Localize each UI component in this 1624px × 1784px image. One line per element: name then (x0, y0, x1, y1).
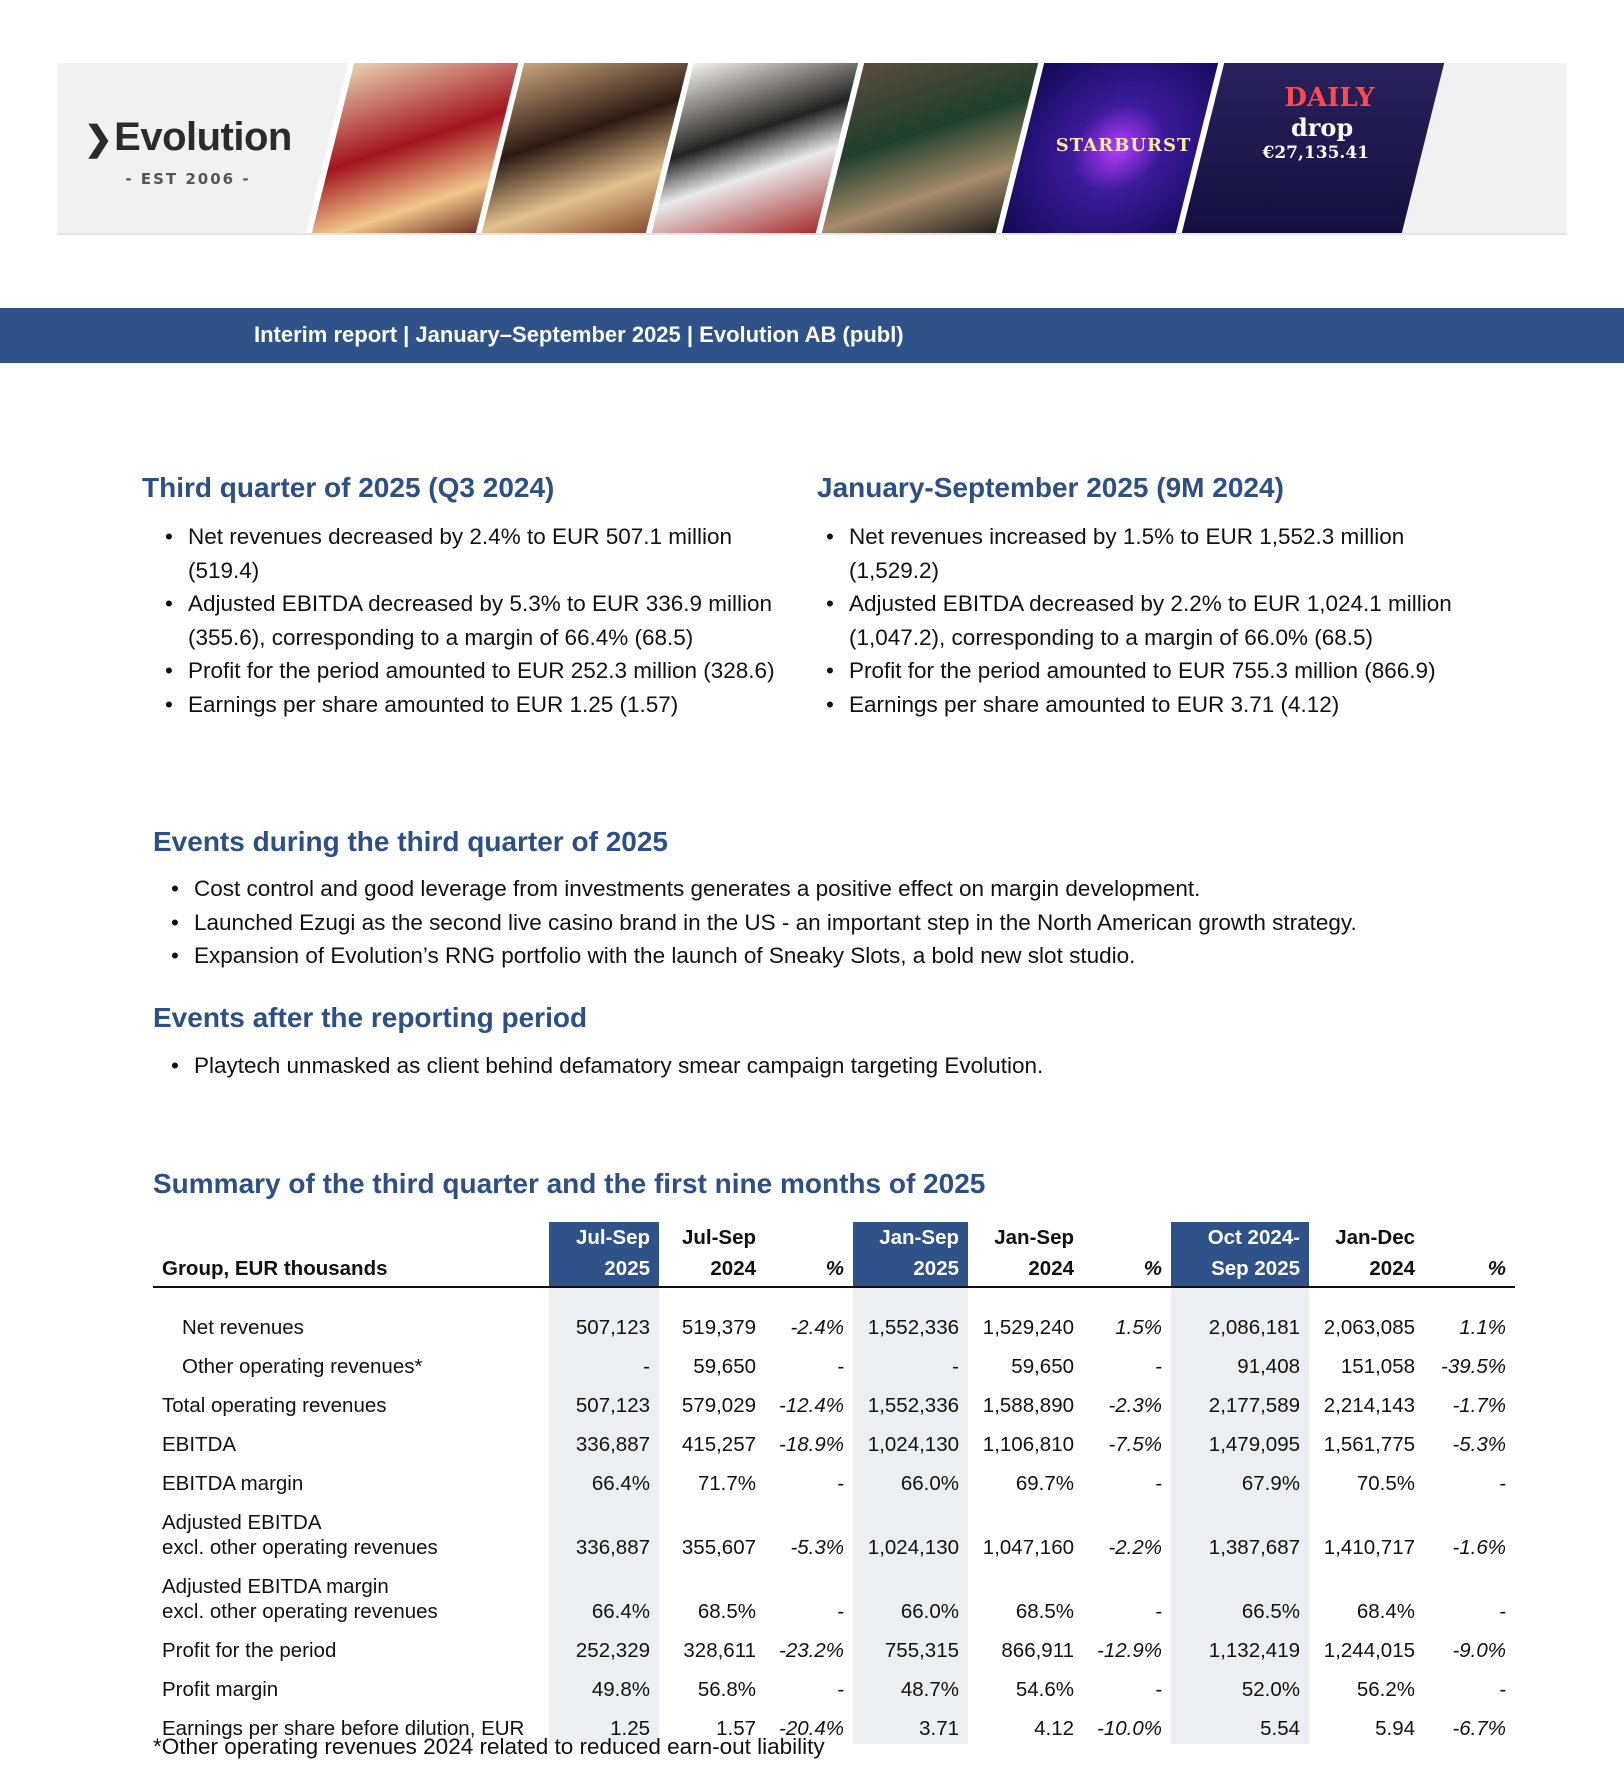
column-header: % (1424, 1253, 1515, 1287)
table-cell: - (1499, 1678, 1506, 1701)
column-header (1083, 1222, 1171, 1253)
report-title-bar (0, 308, 1624, 363)
game-collage (307, 63, 1567, 233)
table-cell: 66.0% (853, 1563, 968, 1627)
events-q3-bullets (171, 872, 1551, 973)
table-cell: -20.4% (779, 1717, 844, 1740)
table-cell: 2,086,181 (1171, 1287, 1309, 1343)
table-row (153, 1343, 1515, 1382)
column-header: Sep 2025 (1171, 1253, 1309, 1287)
daily-drop-amount: €27,135.41 (1262, 143, 1369, 163)
table-cell: 1,479,095 (1171, 1421, 1309, 1460)
table-cell: -39.5% (1441, 1355, 1506, 1378)
table-row (153, 1666, 1515, 1705)
row-label (153, 1460, 549, 1499)
nine-month-heading: January-September 2025 (9M 2024) (817, 472, 1284, 503)
table-cell: 1,529,240 (982, 1316, 1074, 1339)
row-label (153, 1287, 549, 1343)
list-item: • Cost control and good leverage from investments generates a positive effect on margin development. (171, 872, 1551, 906)
table-cell: 519,379 (681, 1316, 756, 1339)
column-header: Jan-Dec (1335, 1226, 1415, 1249)
table-cell: 52.0% (1171, 1666, 1309, 1705)
table-cell: 49.8% (549, 1666, 659, 1705)
row-label (153, 1627, 549, 1666)
report-title: Interim report | January–September 2025 | Evolution AB (publ) (254, 322, 904, 347)
table-cell: 54.6% (1015, 1678, 1074, 1701)
row-label (153, 1382, 549, 1421)
q3-heading: Third quarter of 2025 (Q3 2024) (142, 472, 555, 503)
table-cell: -2.2% (1108, 1536, 1162, 1559)
table-cell: 579,029 (681, 1394, 756, 1417)
table-cell: 5.94 (1375, 1717, 1415, 1740)
summary-table-wrapper (153, 1222, 1515, 1744)
row-label-line: Net revenues (182, 1316, 304, 1339)
row-label (153, 1499, 549, 1563)
column-header: Group, EUR thousands (153, 1253, 549, 1287)
column-header: % (1083, 1253, 1171, 1287)
summary-heading: Summary of the third quarter and the first nine months of 2025 (153, 1168, 986, 1199)
table-cell: 70.5% (1356, 1472, 1415, 1495)
events-after-heading: Events after the reporting period (153, 1002, 588, 1033)
table-cell: 66.0% (853, 1460, 968, 1499)
q3-bullets (165, 520, 805, 721)
table-cell: -5.3% (1452, 1433, 1506, 1456)
table-cell: -6.7% (1452, 1717, 1506, 1740)
table-cell: 355,607 (681, 1536, 756, 1559)
list-item: • Profit for the period amounted to EUR 755.3 million (866.9) (826, 654, 1491, 688)
table-cell: -18.9% (779, 1433, 844, 1456)
logo-est: - EST 2006 - (125, 170, 251, 188)
row-label-line: Profit for the period (162, 1639, 337, 1662)
table-row (153, 1287, 1515, 1343)
table-row (153, 1382, 1515, 1421)
list-item: • Playtech unmasked as client behind defamatory smear campaign targeting Evolution. (171, 1049, 1551, 1083)
table-cell: 59,650 (1011, 1355, 1074, 1378)
table-cell: -7.5% (1108, 1433, 1162, 1456)
daily-drop-subtitle: drop (1291, 113, 1354, 142)
row-label (153, 1421, 549, 1460)
table-cell: 71.7% (697, 1472, 756, 1495)
table-row (153, 1627, 1515, 1666)
column-header: Oct 2024- (1171, 1222, 1309, 1253)
row-label-line: excl. other operating revenues (162, 1600, 438, 1623)
table-cell: - (853, 1343, 968, 1382)
list-item: • Net revenues increased by 1.5% to EUR 1,552.3 million (1,529.2) (826, 520, 1491, 587)
table-cell: 2,214,143 (1323, 1394, 1415, 1417)
table-cell: -1.6% (1452, 1536, 1506, 1559)
summary-table (153, 1222, 1515, 1744)
table-cell: -23.2% (779, 1639, 844, 1662)
table-cell: 56.8% (697, 1678, 756, 1701)
table-cell: 68.5% (697, 1600, 756, 1623)
table-cell: 1,047,160 (982, 1536, 1074, 1559)
column-header (153, 1222, 549, 1253)
row-label-line: excl. other operating revenues (162, 1536, 438, 1559)
table-cell: 1,561,775 (1323, 1433, 1415, 1456)
list-item: • Adjusted EBITDA decreased by 5.3% to EUR 336.9 million (355.6), corresponding to a margin of 66.4% (68.5) (165, 587, 805, 654)
table-cell: 66.5% (1171, 1563, 1309, 1627)
row-label-line: Adjusted EBITDA margin (162, 1575, 389, 1598)
row-label-line: Profit margin (162, 1678, 279, 1701)
table-cell: - (837, 1472, 844, 1495)
table-cell: 866,911 (1001, 1639, 1074, 1662)
row-label-line: Total operating revenues (162, 1394, 387, 1417)
evolution-logo (73, 115, 303, 188)
column-header: 2025 (853, 1253, 968, 1287)
table-cell: -10.0% (1097, 1717, 1162, 1740)
table-cell: -9.0% (1452, 1639, 1506, 1662)
table-cell: 66.4% (549, 1460, 659, 1499)
table-cell: 66.4% (549, 1563, 659, 1627)
row-label (153, 1563, 549, 1627)
table-cell: 1,024,130 (853, 1421, 968, 1460)
table-header-row (153, 1222, 1515, 1253)
table-row (153, 1499, 1515, 1563)
table-cell: 1.25 (549, 1705, 659, 1744)
table-cell: 1,588,890 (982, 1394, 1074, 1417)
column-header: Jan-Sep (853, 1222, 968, 1253)
table-cell: 415,257 (681, 1433, 756, 1456)
table-cell: - (837, 1355, 844, 1378)
column-header: 2024 (1309, 1253, 1424, 1287)
table-row (153, 1460, 1515, 1499)
table-cell: - (837, 1600, 844, 1623)
table-header-row (153, 1253, 1515, 1287)
table-cell: - (837, 1678, 844, 1701)
table-cell: 2,063,085 (1323, 1316, 1415, 1339)
table-cell: -12.9% (1097, 1639, 1162, 1662)
table-cell: - (1155, 1600, 1162, 1623)
table-cell: 1,024,130 (853, 1499, 968, 1563)
daily-drop-title: DAILY (1284, 83, 1375, 113)
table-cell: -2.3% (1108, 1394, 1162, 1417)
table-cell: 91,408 (1171, 1343, 1309, 1382)
table-cell: 67.9% (1171, 1460, 1309, 1499)
footnote: *Other operating revenues 2024 related to reduced earn-out liability (153, 1734, 825, 1759)
table-cell: 68.5% (1015, 1600, 1074, 1623)
list-item: • Adjusted EBITDA decreased by 2.2% to EUR 1,024.1 million (1,047.2), corresponding to a margin of 66.0% (68.5) (826, 587, 1491, 654)
table-cell: 56.2% (1356, 1678, 1415, 1701)
summary-table-body (153, 1287, 1515, 1744)
table-cell: 1.5% (1115, 1316, 1162, 1339)
table-cell: 1,132,419 (1171, 1627, 1309, 1666)
table-cell: 68.4% (1356, 1600, 1415, 1623)
table-cell: 1,552,336 (853, 1382, 968, 1421)
game-image-daily-drop (1176, 63, 1444, 233)
table-cell: - (1155, 1678, 1162, 1701)
row-label-line: EBITDA (162, 1433, 237, 1456)
list-item: • Launched Ezugi as the second live casino brand in the US - an important step in the North American growth strategy. (171, 906, 1551, 940)
column-header: 2025 (549, 1253, 659, 1287)
table-row (153, 1421, 1515, 1460)
column-header: 2024 (659, 1253, 765, 1287)
table-cell: 252,329 (549, 1627, 659, 1666)
events-q3-heading: Events during the third quarter of 2025 (153, 826, 668, 857)
table-cell: -12.4% (779, 1394, 844, 1417)
table-cell: 48.7% (853, 1666, 968, 1705)
table-cell: 1,410,717 (1323, 1536, 1415, 1559)
table-cell: 3.71 (853, 1705, 968, 1744)
table-cell: - (1155, 1355, 1162, 1378)
list-item: • Earnings per share amounted to EUR 3.71 (4.12) (826, 688, 1491, 722)
table-cell: - (549, 1343, 659, 1382)
column-header: 2024 (968, 1253, 1083, 1287)
table-cell: - (1155, 1472, 1162, 1495)
table-cell: 328,611 (683, 1639, 756, 1662)
row-label-line: Adjusted EBITDA (162, 1511, 322, 1534)
row-label (153, 1666, 549, 1705)
evolution-mark-icon: ❯ (84, 120, 113, 158)
table-cell: 4.12 (1034, 1717, 1074, 1740)
table-cell: 1.57 (716, 1717, 756, 1740)
table-cell: -5.3% (790, 1536, 844, 1559)
table-cell: 507,123 (549, 1287, 659, 1343)
table-cell: 1,552,336 (853, 1287, 968, 1343)
list-item: • Net revenues decreased by 2.4% to EUR 507.1 million (519.4) (165, 520, 805, 587)
table-cell: 1,106,810 (982, 1433, 1074, 1456)
column-header: Jul-Sep (549, 1222, 659, 1253)
nine-month-bullets (826, 520, 1491, 721)
table-cell: 507,123 (549, 1382, 659, 1421)
starburst-label: STARBURST (1055, 135, 1192, 156)
column-header: % (765, 1253, 853, 1287)
table-cell: 5.54 (1171, 1705, 1309, 1744)
list-item: • Profit for the period amounted to EUR 252.3 million (328.6) (165, 654, 805, 688)
row-label (153, 1343, 549, 1382)
table-cell: 69.7% (1015, 1472, 1074, 1495)
table-cell: - (1499, 1600, 1506, 1623)
row-label-line: EBITDA margin (162, 1472, 304, 1495)
table-cell: 1,387,687 (1171, 1499, 1309, 1563)
table-cell: 59,650 (693, 1355, 756, 1378)
header-banner (57, 63, 1567, 235)
table-cell: 151,058 (1340, 1355, 1415, 1378)
table-cell: 1.1% (1459, 1316, 1506, 1339)
list-item: • Earnings per share amounted to EUR 1.25 (1.57) (165, 688, 805, 722)
table-cell: -1.7% (1452, 1394, 1506, 1417)
logo-text: Evolution (114, 115, 292, 159)
table-cell: 1,244,015 (1323, 1639, 1415, 1662)
table-cell: 336,887 (549, 1499, 659, 1563)
row-label-line: Other operating revenues* (182, 1355, 423, 1378)
row-label-line: Earnings per share before dilution, EUR (162, 1717, 525, 1740)
table-cell: 755,315 (853, 1627, 968, 1666)
table-row (153, 1563, 1515, 1627)
table-cell: 2,177,589 (1171, 1382, 1309, 1421)
column-header (765, 1222, 853, 1253)
column-header (1424, 1222, 1515, 1253)
list-item: • Expansion of Evolution’s RNG portfolio with the launch of Sneaky Slots, a bold new slot studio. (171, 939, 1551, 973)
table-cell: - (1499, 1472, 1506, 1495)
table-cell: 336,887 (549, 1421, 659, 1460)
column-header: Jan-Sep (994, 1226, 1074, 1249)
column-header: Jul-Sep (681, 1226, 756, 1249)
events-after-bullets (171, 1049, 1551, 1083)
table-cell: -2.4% (790, 1316, 844, 1339)
